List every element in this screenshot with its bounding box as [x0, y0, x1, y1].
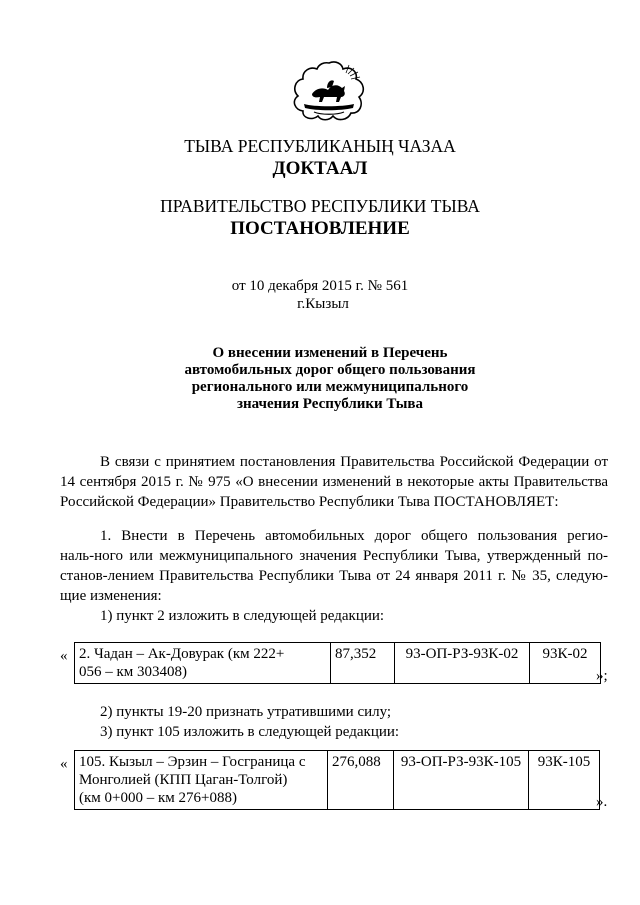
table-row — [75, 643, 601, 684]
road-name-cell — [75, 643, 331, 684]
table-1-close-quote: »; — [596, 668, 608, 684]
road-name-line: (км 0+000 – км 276+088) — [79, 790, 237, 806]
item-line: щие изменения: — [60, 588, 162, 604]
table-2-close-quote: ». — [596, 794, 608, 810]
title-line: регионального или межмуниципального — [191, 379, 469, 395]
item-line: станов-лением Правительства Республики Тыва от 24 января 2011 г. № 35, следую- — [60, 568, 608, 584]
road-id-cell: 93-ОП-РЗ-93К-105 — [394, 751, 529, 810]
road-name-line: 105. Кызыл – Эрзин – Госграница с — [79, 754, 306, 770]
road-id-cell: 93-ОП-РЗ-93К-02 — [395, 643, 530, 684]
item-line: 1. Внести в Перечень автомобильных дорог общего пользования регио- — [100, 528, 608, 544]
table-2-open-quote: « — [60, 756, 68, 772]
subitem-1: 1) пункт 2 изложить в следующей редакции: — [100, 608, 385, 624]
intro-line: Российской Федерации» Правительство Республики Тыва ПОСТАНОВЛЯЕТ: — [60, 494, 559, 510]
item-1-paragraph — [60, 526, 608, 626]
document-title — [150, 345, 510, 413]
intro-paragraph — [60, 452, 608, 512]
title-line: автомобильных дорог общего пользования — [184, 362, 476, 378]
header-government: ПРАВИТЕЛЬСТВО РЕСПУБЛИКИ ТЫВА — [160, 196, 480, 216]
road-code-cell: 93К-02 — [530, 643, 601, 684]
table-row — [75, 751, 600, 810]
header-resolution: ПОСТАНОВЛЕНИЕ — [230, 218, 410, 239]
road-name-cell — [75, 751, 328, 810]
road-table-item-2 — [74, 642, 601, 684]
header-tuvan-government: ТЫВА РЕСПУБЛИКАНЫҢ ЧАЗАА — [184, 136, 456, 156]
road-name-line: 056 – км 303408) — [79, 664, 188, 680]
title-line: значения Республики Тыва — [236, 396, 424, 412]
subitem-2: 2) пункты 19-20 признать утратившими силу; — [100, 704, 392, 720]
title-line: О внесении изменений в Перечень — [212, 345, 448, 361]
road-length-cell: 276,088 — [328, 751, 394, 810]
road-length-cell: 87,352 — [331, 643, 395, 684]
road-name-line: Монголией (КПП Цаган-Толгой) — [79, 772, 288, 788]
subitem-3: 3) пункт 105 изложить в следующей редакции: — [100, 724, 400, 740]
road-code-cell: 93К-105 — [529, 751, 600, 810]
document-date-number: от 10 декабря 2015 г. № 561 — [231, 278, 409, 294]
table-1-open-quote: « — [60, 648, 68, 664]
item-line: наль-ного или межмуниципального значения Республики Тыва, утвержденный по- — [60, 548, 608, 564]
document-city: г.Кызыл — [297, 296, 349, 312]
coat-of-arms-emblem — [290, 60, 368, 122]
road-table-item-105 — [74, 750, 600, 810]
header-tuvan-decree: ДОКТААЛ — [272, 158, 368, 179]
intro-line: 14 сентября 2015 г. № 975 «О внесении изменений в некоторые акты Правительства — [60, 474, 608, 490]
road-name-line: 2. Чадан – Ак-Довурак (км 222+ — [79, 646, 285, 662]
intro-line: В связи с принятием постановления Правительства Российской Федерации от — [100, 454, 608, 470]
